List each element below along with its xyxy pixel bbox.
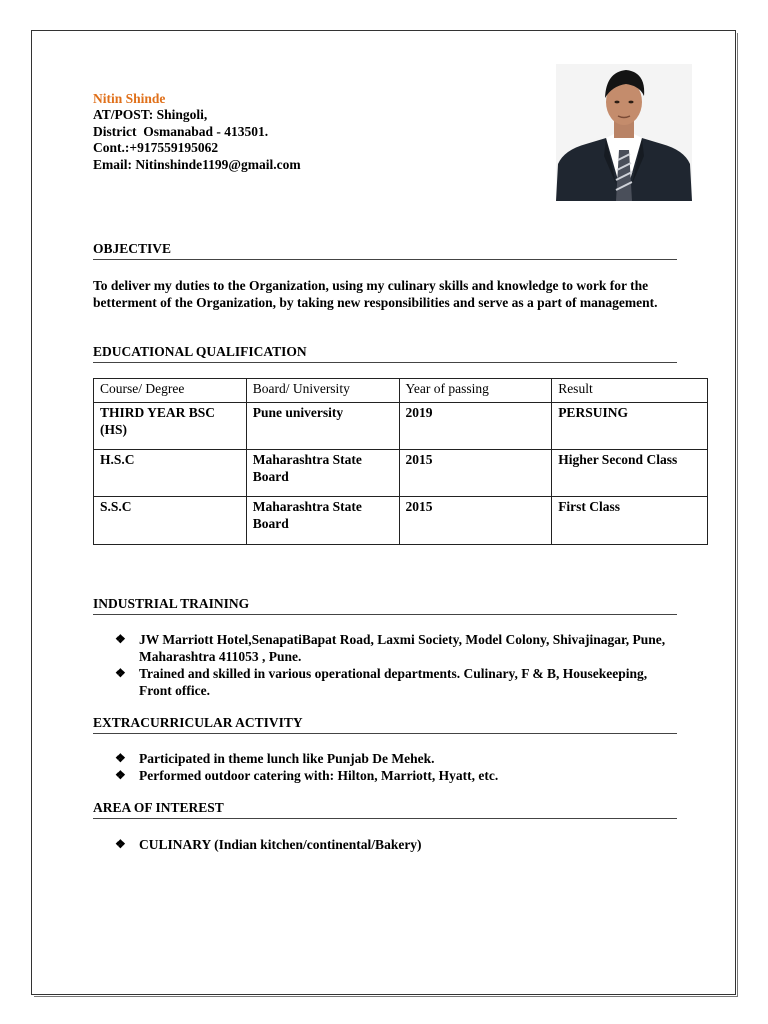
list-item-text: Trained and skilled in various operational departments. Culinary, F & B, Housekeeping, Front office. (139, 666, 648, 698)
table-header-row (94, 379, 708, 403)
table-row (94, 497, 708, 545)
list-item (115, 836, 675, 853)
address-line-1: AT/POST: Shingoli, (93, 107, 208, 122)
column-header: Board/ University (246, 379, 399, 403)
table-row (94, 450, 708, 497)
diamond-bullet-icon: ❖ (115, 837, 126, 851)
training-list (115, 631, 675, 699)
table-cell: THIRD YEAR BSC (HS) (94, 403, 247, 450)
email-address: Email: Nitinshinde1199@gmail.com (93, 157, 301, 172)
objective-heading: OBJECTIVE (93, 241, 677, 260)
interest-list (115, 836, 675, 853)
list-item-text: JW Marriott Hotel,SenapatiBapat Road, Laxmi Society, Model Colony, Shivajinagar, Pune, Maharashtra 411053 , Pune. (139, 632, 666, 664)
candidate-name: Nitin Shinde (93, 91, 166, 106)
training-heading: INDUSTRIAL TRAINING (93, 596, 677, 615)
diamond-bullet-icon: ❖ (115, 666, 126, 680)
table-cell: 2015 (399, 497, 552, 545)
extracurricular-heading: EXTRACURRICULAR ACTIVITY (93, 715, 677, 734)
diamond-bullet-icon: ❖ (115, 751, 126, 765)
table-cell: Pune university (246, 403, 399, 450)
list-item (115, 750, 675, 767)
table-cell: 2015 (399, 450, 552, 497)
phone-number: Cont.:+917559195062 (93, 140, 219, 155)
interest-heading: AREA OF INTEREST (93, 800, 677, 819)
table-cell: 2019 (399, 403, 552, 450)
table-cell: Maharashtra State Board (246, 497, 399, 545)
list-item (115, 767, 675, 784)
diamond-bullet-icon: ❖ (115, 768, 126, 782)
list-item-text: CULINARY (Indian kitchen/continental/Bakery) (139, 837, 422, 852)
table-cell: Maharashtra State Board (246, 450, 399, 497)
column-header: Year of passing (399, 379, 552, 403)
table-cell: S.S.C (94, 497, 247, 545)
address-line-2: District Osmanabad - 413501. (93, 124, 269, 139)
list-item-text: Performed outdoor catering with: Hilton, Marriott, Hyatt, etc. (139, 768, 499, 783)
table-row (94, 403, 708, 450)
list-item (115, 631, 675, 665)
diamond-bullet-icon: ❖ (115, 632, 126, 646)
column-header: Result (552, 379, 708, 403)
table-cell: H.S.C (94, 450, 247, 497)
column-header: Course/ Degree (94, 379, 247, 403)
education-heading: EDUCATIONAL QUALIFICATION (93, 344, 677, 363)
table-cell: Higher Second Class (552, 450, 708, 497)
profile-photo (556, 64, 692, 201)
list-item-text: Participated in theme lunch like Punjab De Mehek. (139, 751, 435, 766)
table-cell: First Class (552, 497, 708, 545)
objective-text: To deliver my duties to the Organization, using my culinary skills and knowledge to work for the betterment of the Organization, by taking new responsibilities and serve as a part of management. (93, 278, 658, 310)
table-cell: PERSUING (552, 403, 708, 450)
education-table (93, 378, 708, 545)
list-item (115, 665, 675, 699)
extracurricular-list (115, 750, 675, 784)
